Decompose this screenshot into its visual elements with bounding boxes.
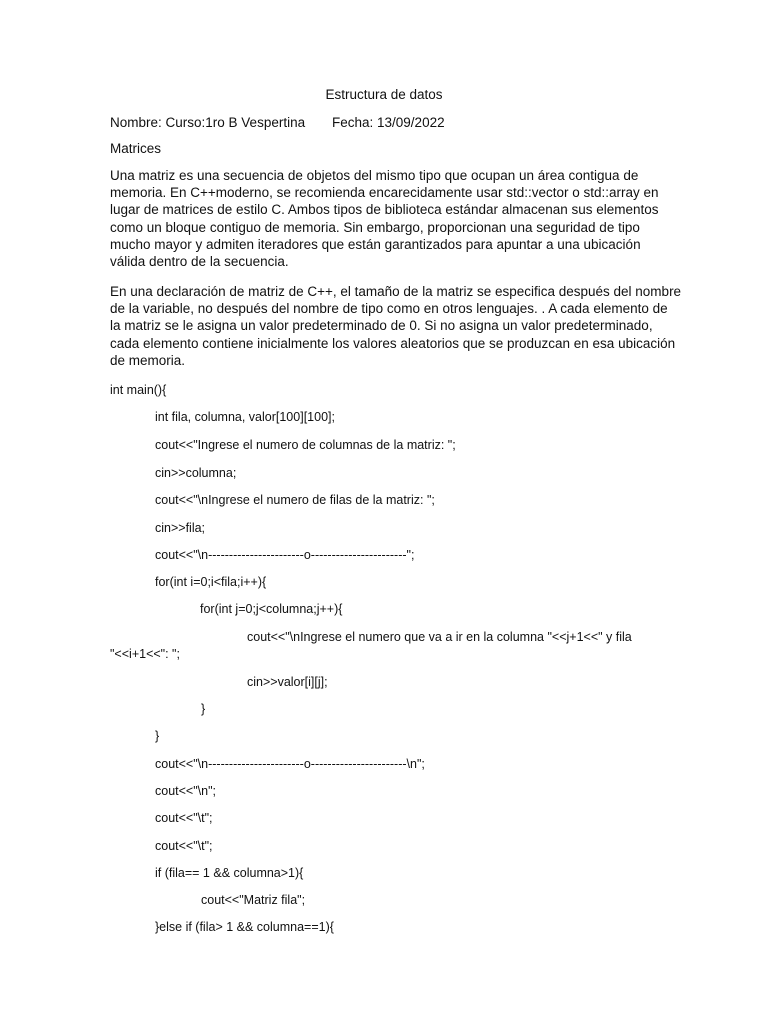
code-line: cout<<"\nIngrese el numero de filas de la matriz: ";	[155, 493, 435, 507]
paragraph-line: Una matriz es una secuencia de objetos del mismo tipo que ocupan un área contigua de	[110, 168, 639, 183]
code-line: }else if (fila> 1 && columna==1){	[155, 920, 334, 934]
code-line: cout<<"\t";	[155, 839, 213, 853]
paragraph-line: la matriz se le asigna un valor predeterminado de 0. Si no asigna un valor predeterminado,	[110, 318, 653, 334]
header-nombre: Nombre: Curso:1ro B Vespertina	[110, 115, 306, 130]
paragraph-line: lugar de matrices de estilo C. Ambos tipos de biblioteca estándar almacenan sus elementos	[110, 202, 659, 218]
paragraph-line: de memoria.	[110, 352, 186, 368]
code-line: cin>>columna;	[155, 466, 237, 480]
paragraph-line: como un bloque contiguo de memoria. Sin embargo, proporcionan una seguridad de tipo	[110, 219, 640, 235]
paragraph-2	[110, 283, 682, 369]
code-line: cin>>fila;	[155, 521, 206, 535]
code-line: cout<<"\n-----------------------o-----------------------";	[155, 548, 415, 562]
code-line: cout<<"Matriz fila";	[201, 893, 306, 907]
code-line: for(int j=0;j<columna;j++){	[200, 602, 343, 616]
paragraph-line: cada elemento contiene inicialmente los valores aleatorios que se produzcan en esa ubicación	[110, 335, 676, 351]
code-line: cout<<"\nIngrese el numero que va a ir en la columna "<<j+1<<" y fila	[247, 630, 632, 644]
paragraph-line: memoria. En C++moderno, se recomienda encarecidamente usar std::vector o std::array en	[110, 185, 659, 201]
document-title: Estructura de datos	[325, 87, 443, 102]
paragraph-line: de la variable, no después del nombre de tipo como en otros lenguajes. . A cada elemento de	[110, 301, 668, 317]
code-line: cout<<"\n";	[155, 784, 216, 798]
paragraph-1	[110, 167, 659, 270]
paragraph-line: válida dentro de la secuencia.	[110, 254, 289, 270]
code-line: int fila, columna, valor[100][100];	[155, 410, 335, 424]
code-line: }	[155, 729, 160, 743]
section-heading: Matrices	[110, 141, 162, 156]
code-line: cout<<"\n-----------------------o-----------------------\n";	[155, 757, 425, 771]
code-line: cout<<"\t";	[155, 811, 213, 825]
code-line: for(int i=0;i<fila;i++){	[155, 575, 267, 589]
code-line: cout<<"Ingrese el numero de columnas de la matriz: ";	[155, 438, 456, 452]
header-line	[110, 114, 445, 132]
code-line: if (fila== 1 && columna>1){	[155, 866, 304, 880]
code-line: "<<i+1<<": ";	[110, 647, 180, 661]
header-fecha: Fecha: 13/09/2022	[332, 115, 445, 130]
code-line: }	[201, 702, 206, 716]
paragraph-line: mucho mayor y admiten iteradores que están garantizados para apuntar a una ubicación	[110, 236, 641, 252]
code-line: cin>>valor[i][j];	[247, 675, 328, 689]
paragraph-line: En una declaración de matriz de C++, el tamaño de la matriz se especifica después del nombre	[110, 284, 682, 299]
code-line: int main(){	[110, 383, 167, 397]
